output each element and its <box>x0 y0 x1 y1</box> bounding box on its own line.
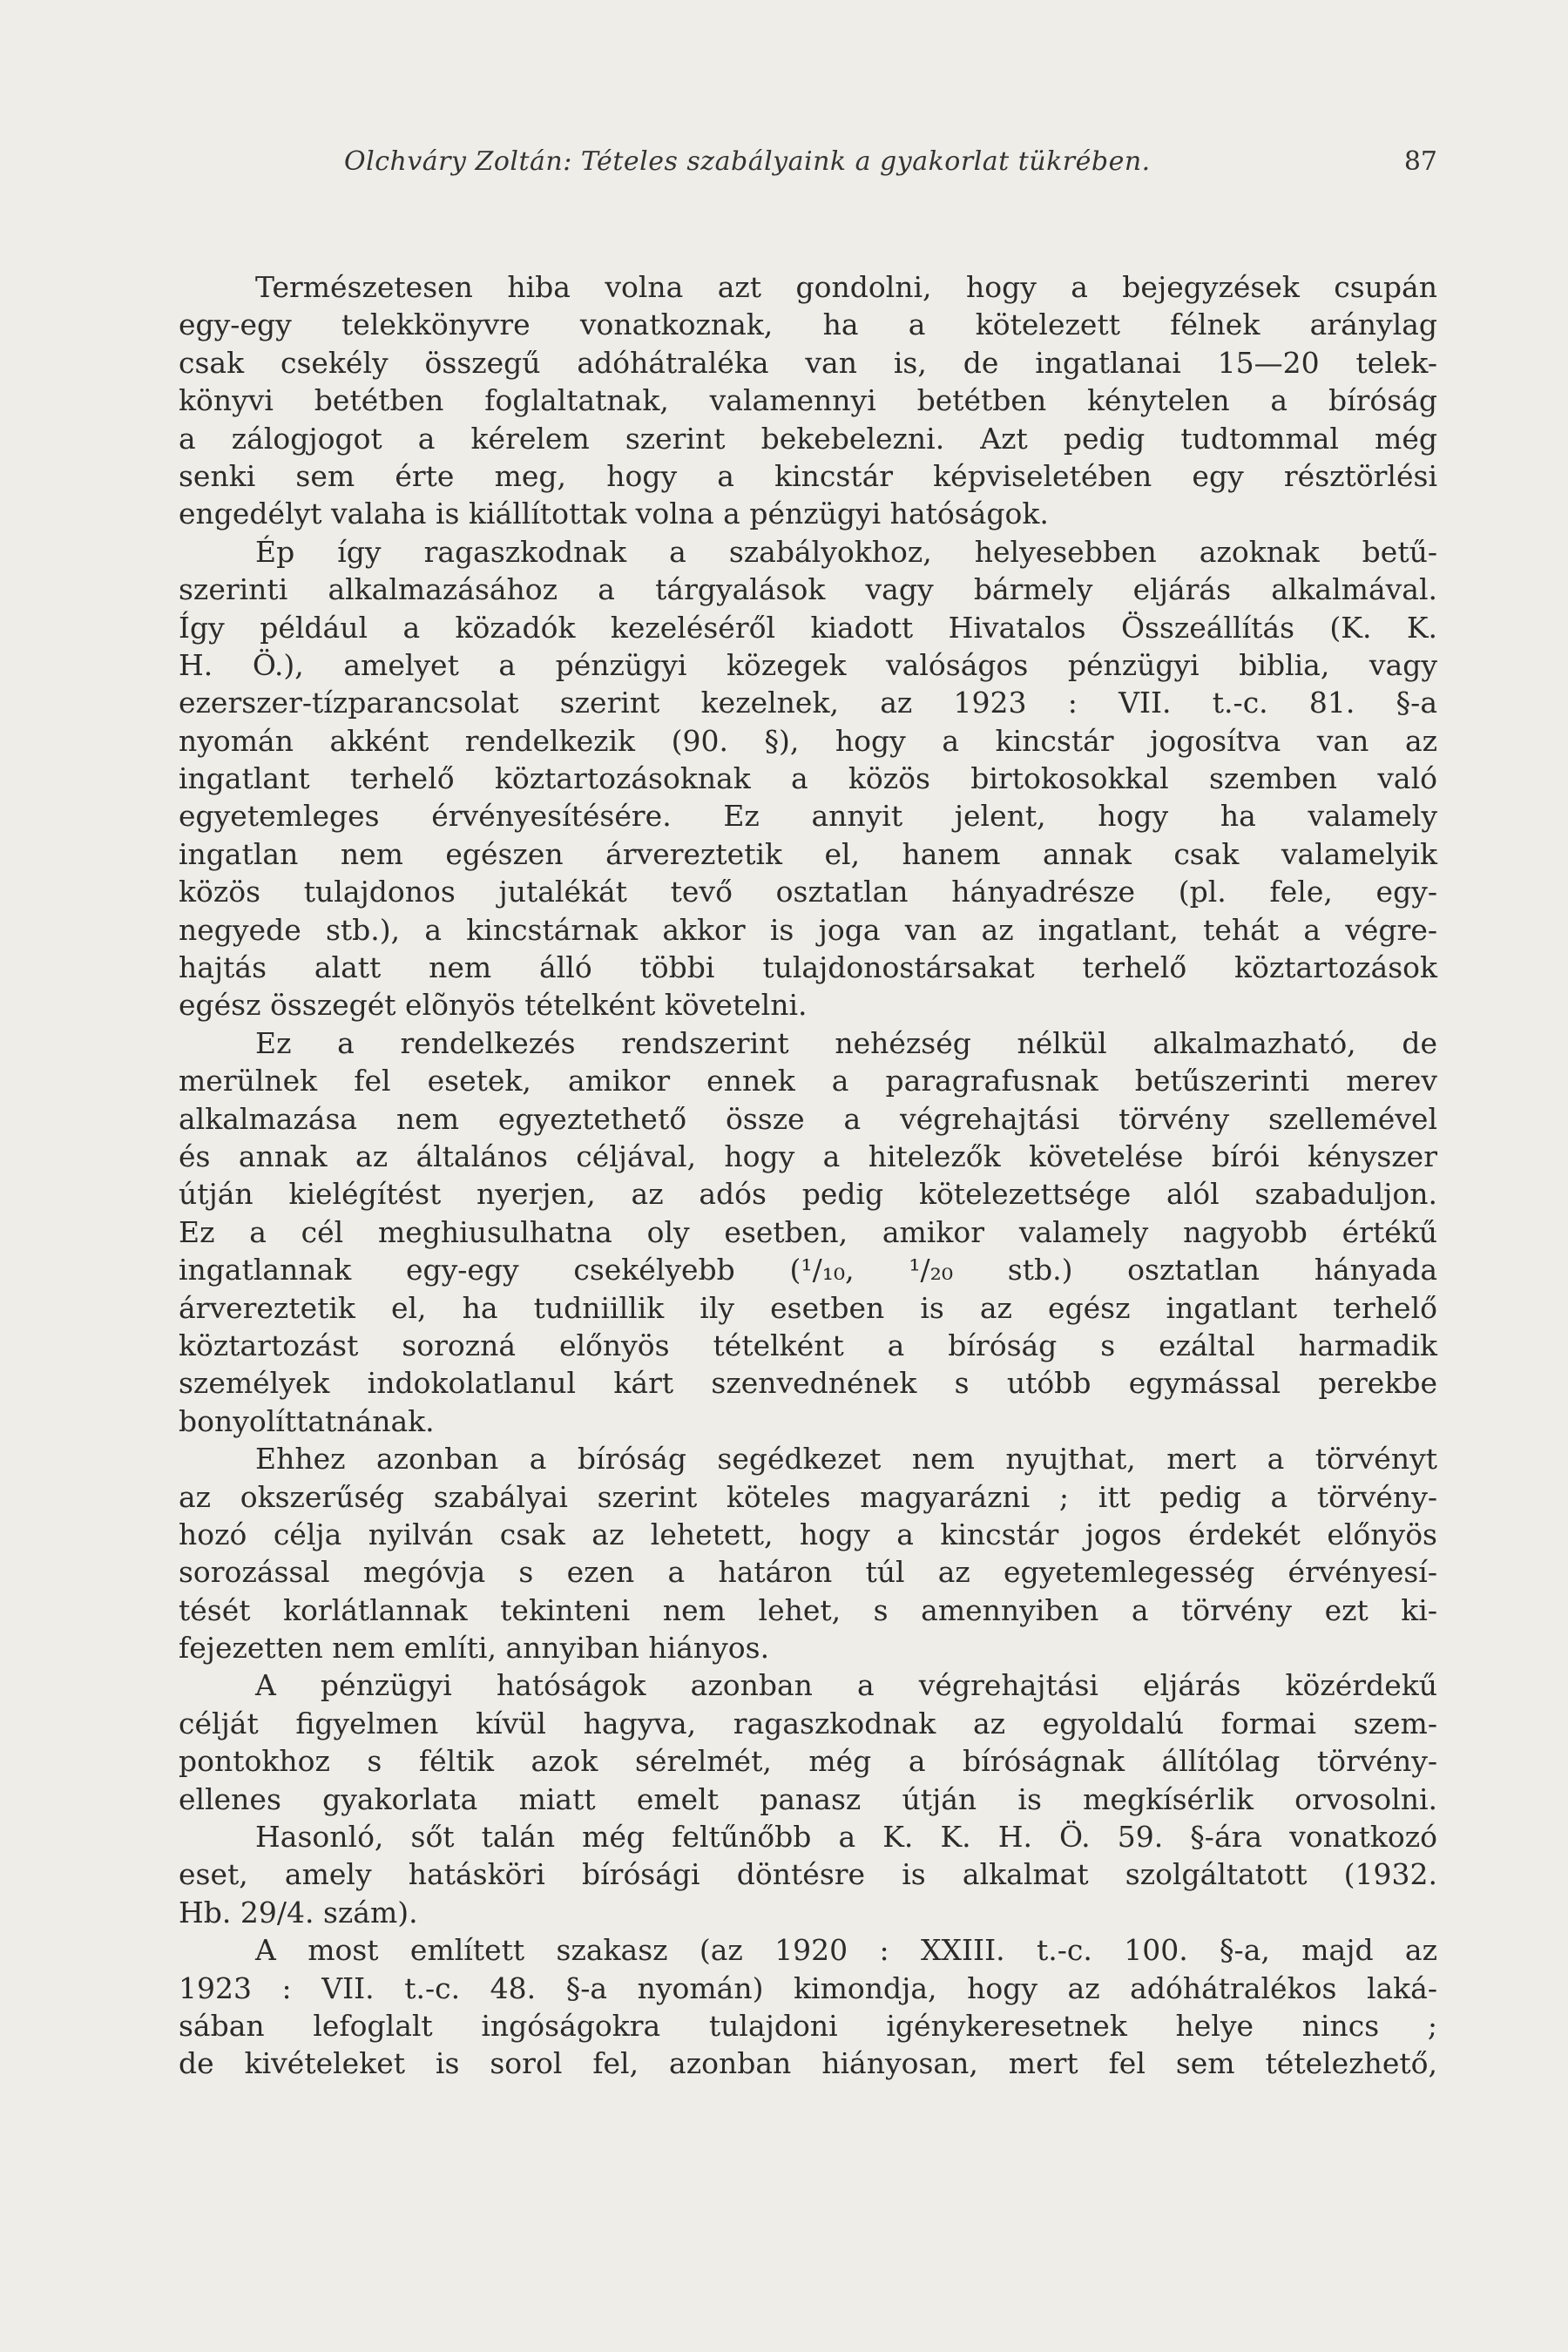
text-line: engedélyt valaha is kiállítottak volna a pénzügyi hatóságok. <box>179 497 1049 531</box>
text-line: a zálogjogot a kérelem szerint bekebelezni. Azt pedig tudtommal még <box>179 421 1437 456</box>
text-line: útján kielégítést nyerjen, az adós pedig kötelezettsége alól szabaduljon. <box>179 1177 1437 1212</box>
text-line: az okszerűség szabályai szerint köteles magyarázni ; itt pedig a törvény- <box>179 1479 1437 1514</box>
header-title: Olchváry Zoltán: Tételes szabályaink a gyakorlat tükrében. <box>344 146 1151 177</box>
text-line: ellenes gyakorlata miatt emelt panasz útján is megkísérlik orvosolni. <box>179 1781 1437 1816</box>
text-line: pontokhoz s féltik azok sérelmét, még a bíróságnak állítólag törvény- <box>179 1744 1437 1779</box>
text-line: személyek indokolatlanul kárt szenvednének s utóbb egymással perekbe <box>179 1366 1437 1401</box>
text-line: fejezetten nem említi, annyiban hiányos. <box>179 1631 770 1666</box>
page-number: 87 <box>1403 146 1437 177</box>
text-line: A pénzügyi hatóságok azonban a végrehajtási eljárás közérdekű <box>255 1668 1437 1703</box>
text-line: köztartozást sorozná előnyös tételként a bíróság s ezáltal harmadik <box>179 1328 1437 1362</box>
text-line: szerinti alkalmazásához a tárgyalások vagy bármely eljárás alkalmával. <box>179 572 1437 607</box>
text-line: Hasonló, sőt talán még feltűnőbb a K. K. H. Ö. 59. §-ára vonatkozó <box>255 1820 1437 1855</box>
text-line: célját figyelmen kívül hagyva, ragaszkodnak az egyoldalú formai szem- <box>179 1706 1437 1740</box>
running-header <box>179 146 1437 186</box>
text-line: Ehhez azonban a bíróság segédkezet nem nyujthat, mert a törvényt <box>255 1442 1437 1477</box>
text-line: sorozással megóvja s ezen a határon túl az egyetemlegesség érvényesí- <box>179 1555 1437 1590</box>
text-line: negyede stb.), a kincstárnak akkor is joga van az ingatlant, tehát a végre- <box>179 912 1437 947</box>
text-line: hozó célja nyilván csak az lehetett, hogy a kincstár jogos érdekét előnyös <box>179 1517 1437 1551</box>
text-line: ingatlant terhelő köztartozásoknak a közös birtokosokkal szemben való <box>179 761 1437 796</box>
text-line: könyvi betétben foglaltatnak, valamennyi betétben kénytelen a bíróság <box>179 383 1437 418</box>
body-text <box>179 268 1437 2083</box>
text-line: csak csekély összegű adóhátraléka van is, de ingatlanai 15—20 telek- <box>179 345 1437 380</box>
text-line: nyomán akként rendelkezik (90. §), hogy a kincstár jogosítva van az <box>179 723 1437 758</box>
text-line: Hb. 29/4. szám). <box>179 1895 418 1930</box>
text-line: de kivételeket is sorol fel, azonban hiányosan, mert fel sem tételezhető, <box>179 2046 1437 2081</box>
text-line: ezerszer-tízparancsolat szerint kezelnek, az 1923 : VII. t.-c. 81. §-a <box>179 686 1437 720</box>
text-line: tését korlátlannak tekinteni nem lehet, s amennyiben a törvény ezt ki- <box>179 1592 1437 1627</box>
text-line: sában lefoglalt ingóságokra tulajdoni igénykeresetnek helye nincs ; <box>179 2008 1437 2043</box>
text-line: senki sem érte meg, hogy a kincstár képviseletében egy résztörlési <box>179 458 1437 493</box>
text-line: egyetemleges érvényesítésére. Ez annyit jelent, hogy ha valamely <box>179 799 1437 834</box>
text-line: Ez a cél meghiusulhatna oly esetben, amikor valamely nagyobb értékű <box>179 1214 1437 1249</box>
text-line: 1923 : VII. t.-c. 48. §-a nyomán) kimondja, hogy az adóhátralékos laká- <box>179 1970 1437 2005</box>
text-line: A most említett szakasz (az 1920 : XXIII. t.-c. 100. §-a, majd az <box>255 1933 1437 1968</box>
text-line: Így például a közadók kezeléséről kiadott Hivatalos Összeállítás (K. K. <box>179 610 1437 645</box>
text-line: H. Ö.), amelyet a pénzügyi közegek valóságos pénzügyi biblia, vagy <box>179 647 1437 682</box>
text-line: Ép így ragaszkodnak a szabályokhoz, helyesebben azoknak betű- <box>255 534 1437 569</box>
text-line: egy-egy telekkönyvre vonatkoznak, ha a kötelezett félnek aránylag <box>179 308 1437 342</box>
text-line: merülnek fel esetek, amikor ennek a paragrafusnak betűszerinti merev <box>179 1064 1437 1098</box>
text-line: ingatlannak egy-egy csekélyebb (¹/₁₀, ¹/₂₀ stb.) osztatlan hányada <box>179 1253 1437 1288</box>
text-line: egész összegét elõnyös tételként követelni. <box>179 988 808 1023</box>
text-line: Ez a rendelkezés rendszerint nehézség nélkül alkalmazható, de <box>255 1025 1437 1060</box>
text-line: bonyolíttatnának. <box>179 1403 435 1438</box>
text-line: és annak az általános céljával, hogy a hitelezők követelése bírói kényszer <box>179 1139 1437 1173</box>
text-line: eset, amely hatásköri bírósági döntésre is alkalmat szolgáltatott (1932. <box>179 1857 1437 1892</box>
text-line: árvereztetik el, ha tudniillik ily esetben is az egész ingatlant terhelő <box>179 1290 1437 1325</box>
text-line: Természetesen hiba volna azt gondolni, hogy a bejegyzések csupán <box>255 270 1437 304</box>
text-line: hajtás alatt nem álló többi tulajdonostársakat terhelő köztartozások <box>179 950 1437 985</box>
text-line: alkalmazása nem egyeztethető össze a végrehajtási törvény szellemével <box>179 1101 1437 1136</box>
text-line: közös tulajdonos jutalékát tevő osztatlan hányadrésze (pl. fele, egy- <box>179 875 1437 909</box>
text-line: ingatlan nem egészen árvereztetik el, hanem annak csak valamelyik <box>179 836 1437 871</box>
